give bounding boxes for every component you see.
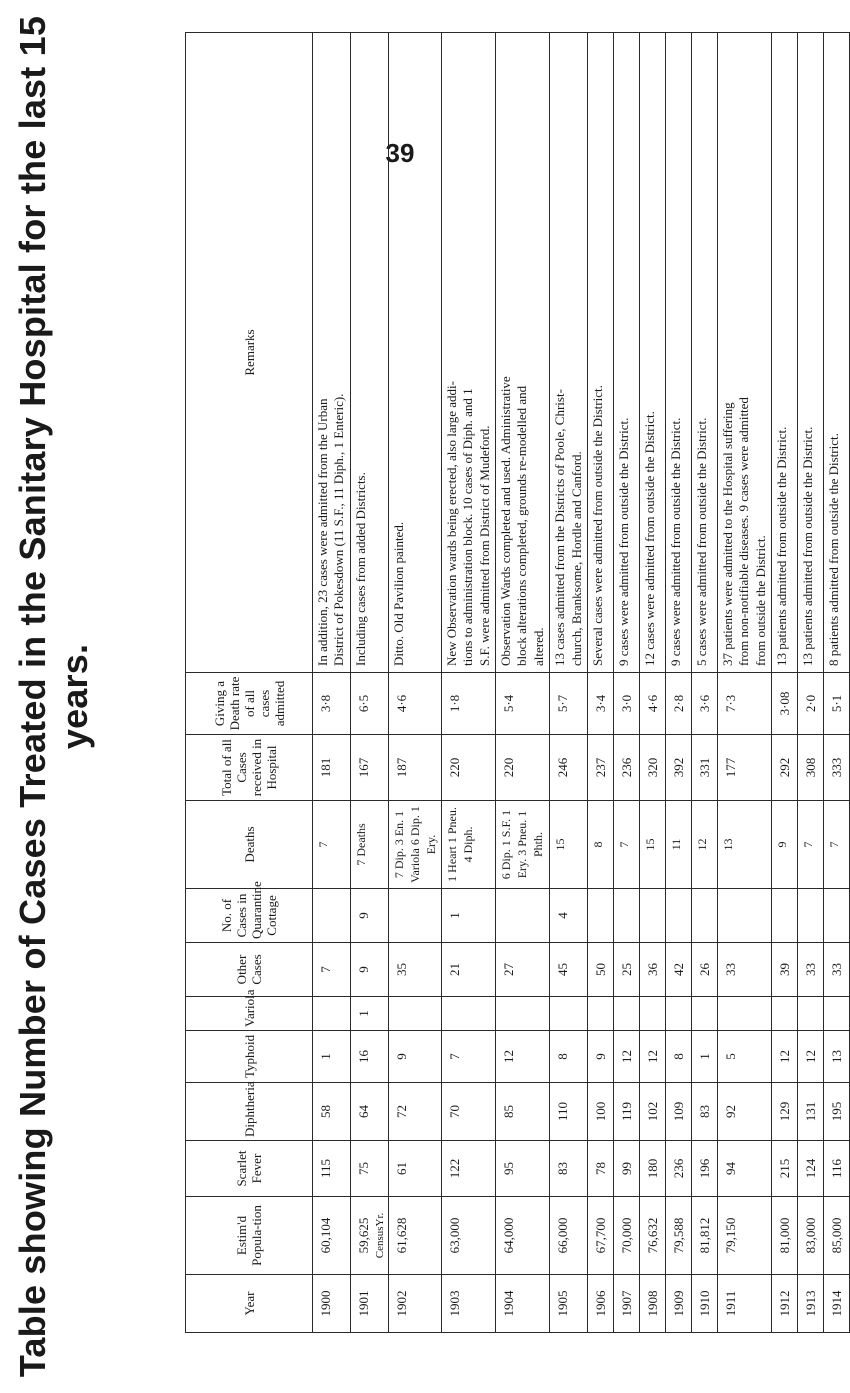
header-row	[186, 33, 313, 1333]
remarks-line: Observation Wards completed and used. Administrative	[498, 376, 514, 666]
header-deaths: Deaths	[186, 801, 313, 889]
total-cases-cell: 237	[588, 735, 614, 801]
population-cell: 63,000	[441, 1197, 495, 1275]
remarks-line: In addition, 23 cases were admitted from the Urban	[315, 398, 330, 666]
total-cases-cell: 220	[441, 735, 495, 801]
header-total-cases: Total of all Cases received in Hospital	[186, 735, 313, 801]
table-row	[772, 33, 798, 1333]
death-rate-cell: 4·6	[388, 673, 441, 735]
diphtheria-cell: 129	[772, 1083, 798, 1141]
deaths-cell: 11	[666, 801, 692, 889]
death-rate-cell: 3·0	[614, 673, 640, 735]
table-row	[350, 33, 388, 1333]
header-diphtheria: Diphtheria	[186, 1083, 313, 1141]
other-cases-cell: 9	[350, 943, 388, 997]
total-cases-cell: 181	[313, 735, 351, 801]
death-rate-cell: 1·8	[441, 673, 495, 735]
remarks-line: altered.	[530, 627, 546, 666]
quarantine-cell	[666, 889, 692, 943]
diphtheria-cell: 83	[692, 1083, 718, 1141]
year-cell: 1912	[772, 1275, 798, 1333]
remarks-cell	[313, 33, 351, 673]
year-cell: 1902	[388, 1275, 441, 1333]
scarlet-fever-cell: 180	[640, 1141, 666, 1197]
table-row	[313, 33, 351, 1333]
death-rate-cell: 6·5	[350, 673, 388, 735]
quarantine-cell	[614, 889, 640, 943]
remarks-line: 9 cases were admitted from outside the District.	[668, 417, 684, 666]
population-cell: 79,588	[666, 1197, 692, 1275]
variola-cell	[313, 997, 351, 1031]
scarlet-fever-cell: 78	[588, 1141, 614, 1197]
total-cases-cell: 167	[350, 735, 388, 801]
table-row	[550, 33, 588, 1333]
variola-cell	[798, 997, 824, 1031]
other-cases-cell: 26	[692, 943, 718, 997]
deaths-cell: 6 Dip. 1 S.F. 1 Ery. 3 Pneu. 1 Phth.	[496, 801, 550, 889]
typhoid-cell: 7	[441, 1031, 495, 1083]
typhoid-cell: 9	[388, 1031, 441, 1083]
deaths-cell: 15	[640, 801, 666, 889]
quarantine-cell	[798, 889, 824, 943]
hospital-cases-table	[185, 32, 850, 1333]
variola-cell	[496, 997, 550, 1031]
death-rate-cell: 5·7	[550, 673, 588, 735]
variola-cell	[588, 997, 614, 1031]
population-value: 59,625	[355, 1217, 371, 1254]
other-cases-cell: 33	[824, 943, 850, 997]
death-rate-cell: 5·4	[496, 673, 550, 735]
header-death-rate: Giving a Death rate of all cases admitted	[186, 673, 313, 735]
remarks-cell	[640, 33, 666, 673]
remarks-line: from non-notifiable diseases. 9 cases were admitted	[736, 397, 752, 666]
variola-cell: 1	[350, 997, 388, 1031]
year-cell: 1904	[496, 1275, 550, 1333]
remarks-cell	[550, 33, 588, 673]
typhoid-cell: 8	[666, 1031, 692, 1083]
remarks-line: 12 cases were admitted from outside the District.	[642, 411, 658, 666]
deaths-cell: 13	[718, 801, 772, 889]
remarks-cell	[692, 33, 718, 673]
deaths-cell: 7	[798, 801, 824, 889]
table-row	[718, 33, 772, 1333]
death-rate-cell: 3·8	[313, 673, 351, 735]
remarks-line: 13 cases admitted from the Districts of Poole, Christ-	[552, 389, 568, 666]
variola-cell	[614, 997, 640, 1031]
scarlet-fever-cell: 115	[313, 1141, 351, 1197]
page-number: 39	[385, 138, 415, 168]
deaths-cell: 7	[313, 801, 351, 889]
scarlet-fever-cell: 95	[496, 1141, 550, 1197]
variola-cell	[640, 997, 666, 1031]
remarks-cell	[666, 33, 692, 673]
other-cases-cell: 39	[772, 943, 798, 997]
scarlet-fever-cell: 94	[718, 1141, 772, 1197]
variola-cell	[718, 997, 772, 1031]
remarks-cell	[718, 33, 772, 673]
typhoid-cell: 12	[640, 1031, 666, 1083]
remarks-line: District of Pokesdown (11 S.F., 11 Diph., 1 Enteric).	[331, 393, 347, 666]
remarks-line: 5 cases were admitted from outside the District.	[694, 417, 710, 666]
remarks-cell	[824, 33, 850, 673]
diphtheria-cell: 102	[640, 1083, 666, 1141]
diphtheria-cell: 70	[441, 1083, 495, 1141]
table-row	[640, 33, 666, 1333]
scarlet-fever-cell: 215	[772, 1141, 798, 1197]
remarks-line: 9 cases were admitted from outside the District.	[616, 417, 632, 666]
year-cell: 1907	[614, 1275, 640, 1333]
population-cell: 61,628	[388, 1197, 441, 1275]
remarks-cell	[588, 33, 614, 673]
quarantine-cell	[496, 889, 550, 943]
other-cases-cell: 50	[588, 943, 614, 997]
remarks-line: 13 patients admitted from outside the District.	[774, 426, 790, 666]
deaths-cell: 8	[588, 801, 614, 889]
deaths-cell: 7 Dip. 3 En. 1 Variola 6 Dip. 1 Ery.	[388, 801, 441, 889]
other-cases-cell: 21	[441, 943, 495, 997]
table-row	[692, 33, 718, 1333]
diphtheria-cell: 64	[350, 1083, 388, 1141]
header-year: Year	[186, 1275, 313, 1333]
typhoid-cell: 12	[496, 1031, 550, 1083]
population-cell: 67,700	[588, 1197, 614, 1275]
table-row	[614, 33, 640, 1333]
table-row	[798, 33, 824, 1333]
variola-cell	[388, 997, 441, 1031]
total-cases-cell: 331	[692, 735, 718, 801]
quarantine-cell	[772, 889, 798, 943]
year-cell: 1910	[692, 1275, 718, 1333]
remarks-line: tions to administration block. 10 cases of Diph. and 1	[460, 388, 476, 666]
remarks-cell	[798, 33, 824, 673]
year-cell: 1909	[666, 1275, 692, 1333]
population-cell	[350, 1197, 388, 1275]
remarks-cell	[388, 33, 441, 673]
population-cell: 83,000	[798, 1197, 824, 1275]
table-body	[313, 33, 850, 1333]
remarks-line: Including cases from added Districts.	[352, 472, 368, 666]
quarantine-cell	[824, 889, 850, 943]
remarks-cell	[614, 33, 640, 673]
other-cases-cell: 45	[550, 943, 588, 997]
population-cell: 81,812	[692, 1197, 718, 1275]
quarantine-cell	[718, 889, 772, 943]
population-cell: 64,000	[496, 1197, 550, 1275]
header-quarantine: No. of Cases in Quarantine Cottage	[186, 889, 313, 943]
header-other-cases: Other Cases	[186, 943, 313, 997]
quarantine-cell	[588, 889, 614, 943]
header-remarks: Remarks	[186, 33, 313, 673]
table-row	[388, 33, 441, 1333]
typhoid-cell: 12	[798, 1031, 824, 1083]
total-cases-cell: 187	[388, 735, 441, 801]
year-cell: 1905	[550, 1275, 588, 1333]
remarks-line: Ditto. Old Pavilion painted.	[390, 521, 406, 666]
total-cases-cell: 292	[772, 735, 798, 801]
table-row	[496, 33, 550, 1333]
header-scarlet-fever: Scarlet Fever	[186, 1141, 313, 1197]
remarks-line: New Observation wards being erected, also large addi-	[443, 381, 459, 666]
scarlet-fever-cell: 75	[350, 1141, 388, 1197]
quarantine-cell	[640, 889, 666, 943]
total-cases-cell: 177	[718, 735, 772, 801]
diphtheria-cell: 100	[588, 1083, 614, 1141]
remarks-line: S.F. were admitted from District of Mudeford.	[476, 425, 492, 666]
population-cell: 85,000	[824, 1197, 850, 1275]
typhoid-cell: 1	[692, 1031, 718, 1083]
variola-cell	[441, 997, 495, 1031]
deaths-cell: 15	[550, 801, 588, 889]
other-cases-cell: 25	[614, 943, 640, 997]
scarlet-fever-cell: 99	[614, 1141, 640, 1197]
diphtheria-cell: 72	[388, 1083, 441, 1141]
other-cases-cell: 27	[496, 943, 550, 997]
remarks-cell	[496, 33, 550, 673]
population-cell: 60,104	[313, 1197, 351, 1275]
year-cell: 1911	[718, 1275, 772, 1333]
remarks-line: block alterations completed, grounds re-modelled and	[514, 385, 530, 666]
other-cases-cell: 42	[666, 943, 692, 997]
total-cases-cell: 220	[496, 735, 550, 801]
year-cell: 1903	[441, 1275, 495, 1333]
diphtheria-cell: 58	[313, 1083, 351, 1141]
population-cell: 81,000	[772, 1197, 798, 1275]
variola-cell	[550, 997, 588, 1031]
typhoid-cell: 8	[550, 1031, 588, 1083]
deaths-cell: 7	[824, 801, 850, 889]
typhoid-cell: 16	[350, 1031, 388, 1083]
table-row	[666, 33, 692, 1333]
other-cases-cell: 36	[640, 943, 666, 997]
quarantine-cell	[388, 889, 441, 943]
remarks-line: 13 patients admitted from outside the District.	[800, 426, 816, 666]
table-row	[441, 33, 495, 1333]
variola-cell	[824, 997, 850, 1031]
table-row	[824, 33, 850, 1333]
death-rate-cell: 7·3	[718, 673, 772, 735]
remarks-line: from outside the District.	[752, 535, 768, 666]
population-cell: 66,000	[550, 1197, 588, 1275]
header-typhoid: Typhoid	[186, 1031, 313, 1083]
quarantine-cell: 4	[550, 889, 588, 943]
remarks-cell	[441, 33, 495, 673]
year-cell: 1914	[824, 1275, 850, 1333]
remarks-line: church, Branksome, Hordle and Canford.	[568, 451, 584, 666]
typhoid-cell: 5	[718, 1031, 772, 1083]
population-cell: 79,150	[718, 1197, 772, 1275]
scarlet-fever-cell: 61	[388, 1141, 441, 1197]
remarks-cell	[772, 33, 798, 673]
variola-cell	[692, 997, 718, 1031]
typhoid-cell: 1	[313, 1031, 351, 1083]
scarlet-fever-cell: 236	[666, 1141, 692, 1197]
other-cases-cell: 33	[718, 943, 772, 997]
quarantine-cell	[692, 889, 718, 943]
quarantine-cell: 9	[350, 889, 388, 943]
table-row	[588, 33, 614, 1333]
scarlet-fever-cell: 124	[798, 1141, 824, 1197]
diphtheria-cell: 85	[496, 1083, 550, 1141]
quarantine-cell	[313, 889, 351, 943]
total-cases-cell: 308	[798, 735, 824, 801]
deaths-cell: 12	[692, 801, 718, 889]
deaths-cell: 9	[772, 801, 798, 889]
remarks-line: 8 patients admitted from outside the District.	[826, 433, 842, 666]
total-cases-cell: 320	[640, 735, 666, 801]
death-rate-cell: 3·08	[772, 673, 798, 735]
remarks-cell	[350, 33, 388, 673]
year-cell: 1900	[313, 1275, 351, 1333]
scarlet-fever-cell: 83	[550, 1141, 588, 1197]
death-rate-cell: 5·1	[824, 673, 850, 735]
diphtheria-cell: 110	[550, 1083, 588, 1141]
year-cell: 1901	[350, 1275, 388, 1333]
header-population: Estim'd Popula-tion	[186, 1197, 313, 1275]
total-cases-cell: 236	[614, 735, 640, 801]
remarks-line: 37 patients were admitted to the Hospital suffering	[720, 402, 736, 666]
variola-cell	[666, 997, 692, 1031]
table-title: Table showing Number of Cases Treated in the Sanitary Hospital for the last 15 years.	[12, 15, 95, 1378]
variola-cell	[772, 997, 798, 1031]
year-cell: 1908	[640, 1275, 666, 1333]
death-rate-cell: 3·6	[692, 673, 718, 735]
other-cases-cell: 35	[388, 943, 441, 997]
total-cases-cell: 333	[824, 735, 850, 801]
population-cell: 70,000	[614, 1197, 640, 1275]
header-variola: Variola	[186, 997, 313, 1031]
diphtheria-cell: 92	[718, 1083, 772, 1141]
death-rate-cell: 2·8	[666, 673, 692, 735]
deaths-cell: 7 Deaths	[350, 801, 388, 889]
quarantine-cell: 1	[441, 889, 495, 943]
census-year-note: CensusYr.	[373, 1212, 386, 1259]
scarlet-fever-cell: 116	[824, 1141, 850, 1197]
typhoid-cell: 12	[772, 1031, 798, 1083]
deaths-cell: 1 Heart 1 Pneu. 4 Diph.	[441, 801, 495, 889]
death-rate-cell: 2·0	[798, 673, 824, 735]
typhoid-cell: 12	[614, 1031, 640, 1083]
total-cases-cell: 246	[550, 735, 588, 801]
death-rate-cell: 3·4	[588, 673, 614, 735]
year-cell: 1913	[798, 1275, 824, 1333]
scarlet-fever-cell: 196	[692, 1141, 718, 1197]
diphtheria-cell: 109	[666, 1083, 692, 1141]
deaths-cell: 7	[614, 801, 640, 889]
typhoid-cell: 9	[588, 1031, 614, 1083]
death-rate-cell: 4·6	[640, 673, 666, 735]
other-cases-cell: 7	[313, 943, 351, 997]
other-cases-cell: 33	[798, 943, 824, 997]
diphtheria-cell: 131	[798, 1083, 824, 1141]
typhoid-cell: 13	[824, 1031, 850, 1083]
total-cases-cell: 392	[666, 735, 692, 801]
diphtheria-cell: 119	[614, 1083, 640, 1141]
year-cell: 1906	[588, 1275, 614, 1333]
scarlet-fever-cell: 122	[441, 1141, 495, 1197]
population-cell: 76,632	[640, 1197, 666, 1275]
diphtheria-cell: 195	[824, 1083, 850, 1141]
remarks-line: Several cases were admitted from outside the District.	[590, 385, 606, 666]
